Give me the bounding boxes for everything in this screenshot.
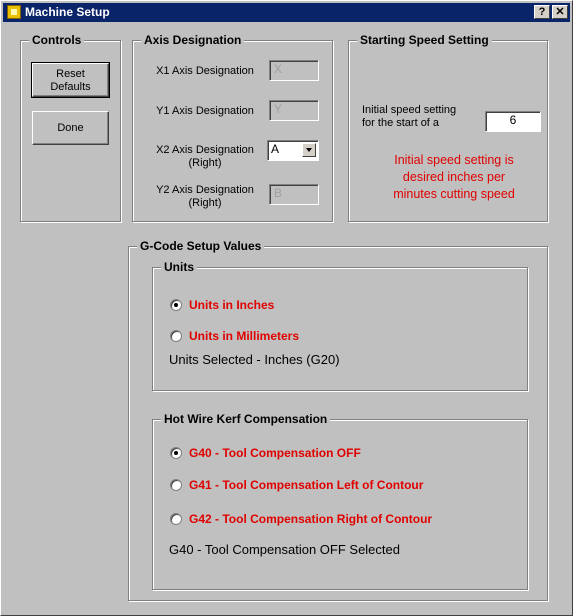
reset-defaults-button[interactable]: Reset Defaults bbox=[32, 63, 109, 97]
close-icon: ✕ bbox=[555, 6, 565, 18]
speed-input[interactable]: 6 bbox=[485, 111, 541, 132]
y1-axis-label: Y1 Axis Designation bbox=[156, 105, 254, 117]
app-icon bbox=[7, 5, 21, 19]
g40-label[interactable]: G40 - Tool Compensation OFF bbox=[189, 446, 361, 460]
x2-axis-value: A bbox=[271, 142, 280, 156]
speed-group-title: Starting Speed Setting bbox=[357, 34, 492, 47]
gcode-setup-group bbox=[128, 239, 548, 601]
help-button[interactable] bbox=[534, 5, 550, 19]
radio-unselected-icon[interactable] bbox=[170, 513, 182, 525]
starting-speed-group bbox=[348, 33, 548, 222]
radio-selected-icon[interactable] bbox=[170, 299, 182, 311]
help-icon: ? bbox=[538, 6, 546, 18]
controls-group bbox=[20, 33, 121, 222]
units-mm-label[interactable]: Units in Millimeters bbox=[189, 329, 300, 343]
x1-axis-label: X1 Axis Designation bbox=[156, 65, 254, 77]
title-bar bbox=[3, 3, 570, 22]
speed-label: Initial speed setting for the start of a bbox=[362, 104, 457, 129]
radio-selected-icon[interactable] bbox=[170, 447, 182, 459]
axis-designation-group bbox=[132, 33, 333, 222]
kerf-group-title: Hot Wire Kerf Compensation bbox=[161, 413, 330, 426]
y2-axis-field[interactable]: B bbox=[269, 184, 319, 205]
x2-axis-label: X2 Axis Designation (Right) bbox=[156, 144, 254, 169]
x1-axis-field[interactable]: X bbox=[269, 60, 319, 81]
axis-group-title: Axis Designation bbox=[141, 34, 244, 47]
controls-group-title: Controls bbox=[29, 34, 84, 47]
kerf-status: G40 - Tool Compensation OFF Selected bbox=[169, 542, 400, 557]
radio-unselected-icon[interactable] bbox=[170, 330, 182, 342]
y2-axis-label: Y2 Axis Designation (Right) bbox=[156, 184, 254, 209]
units-status: Units Selected - Inches (G20) bbox=[169, 352, 340, 367]
units-group bbox=[152, 260, 528, 391]
y1-axis-field[interactable]: Y bbox=[269, 100, 319, 121]
g41-label[interactable]: G41 - Tool Compensation Left of Contour bbox=[189, 478, 424, 492]
kerf-compensation-group bbox=[152, 412, 528, 590]
speed-note: Initial speed setting is desired inches per minutes cutting speed bbox=[393, 153, 515, 201]
chevron-down-icon[interactable] bbox=[302, 143, 316, 157]
radio-unselected-icon[interactable] bbox=[170, 479, 182, 491]
close-button[interactable] bbox=[552, 5, 568, 19]
done-button[interactable]: Done bbox=[32, 111, 109, 145]
x2-axis-select[interactable] bbox=[267, 140, 319, 161]
g42-label[interactable]: G42 - Tool Compensation Right of Contour bbox=[189, 512, 433, 526]
units-group-title: Units bbox=[161, 261, 197, 274]
gcode-group-title: G-Code Setup Values bbox=[137, 240, 264, 253]
window-title: Machine Setup bbox=[25, 5, 110, 19]
units-inches-label[interactable]: Units in Inches bbox=[189, 298, 275, 312]
